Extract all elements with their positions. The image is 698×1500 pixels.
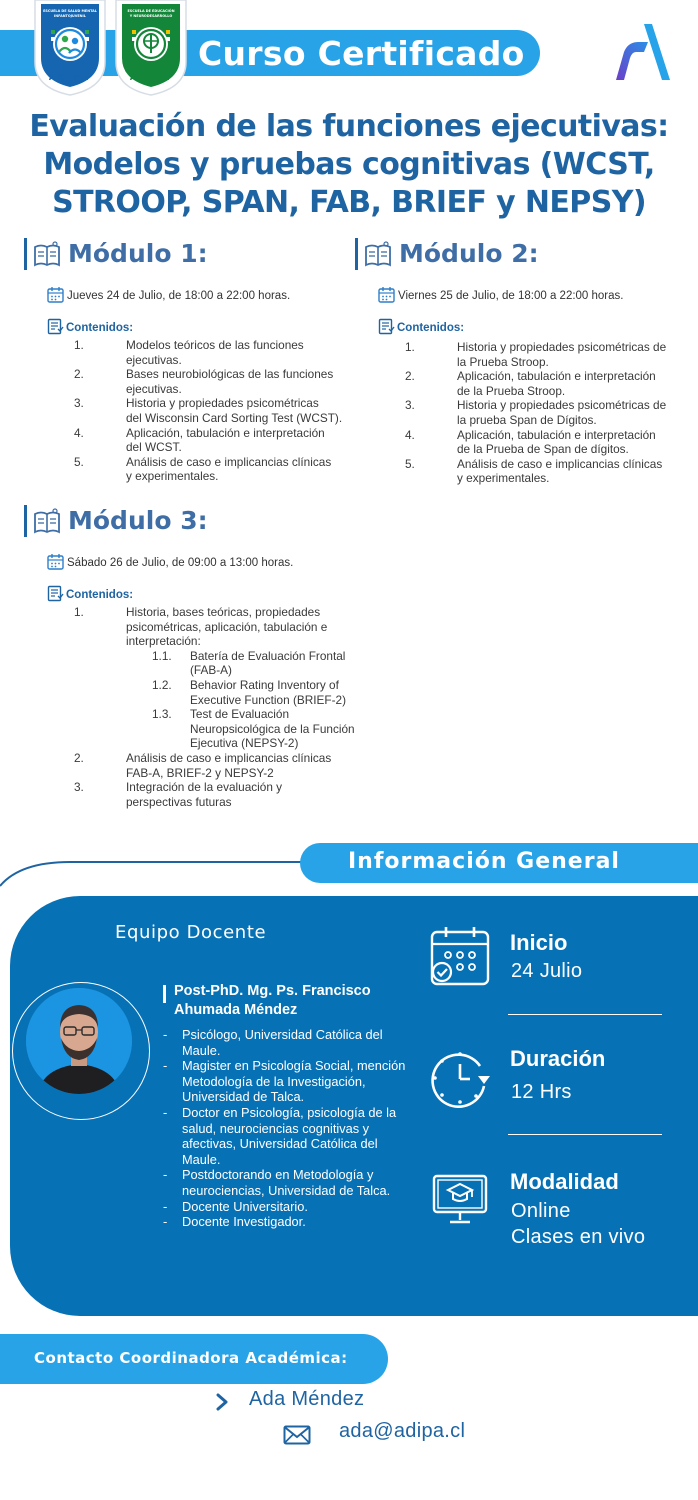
svg-text:ADIPA: ADIPA: [48, 73, 92, 82]
calendar-icon: [428, 924, 492, 988]
professor-accent-bar: [163, 985, 166, 1003]
list-item: [74, 367, 364, 396]
list-item-text: de la Prueba de Span de dígitos.: [457, 442, 629, 457]
calendar-icon: [378, 286, 395, 303]
module-2-date-text: Viernes 25 de Julio, de 18:00 a 22:00 horas.: [398, 290, 624, 302]
module-3-contents-label: Contenidos:: [66, 589, 134, 601]
module-2-content-list: [405, 340, 695, 486]
bio-text: Psicólogo, Universidad Católica del Maule.: [182, 1027, 383, 1058]
general-info-title: Información General: [348, 849, 620, 874]
decorative-curve: [0, 852, 320, 892]
module-1-date-text: Jueves 24 de Julio, de 18:00 a 22:00 horas.: [67, 290, 291, 302]
sub-list-item-number: 1.2.: [152, 677, 172, 692]
document-list-icon: [47, 318, 64, 335]
module-2-contents-label: Contenidos:: [397, 322, 465, 334]
list-item-text: ejecutivas.: [126, 381, 182, 396]
list-item-text: psicométricas, aplicación, tabulación e: [126, 619, 328, 634]
teaching-team-label: Equipo Docente: [115, 922, 267, 943]
calendar-icon: [47, 553, 64, 570]
brand-logo-icon: [614, 22, 670, 82]
divider: [508, 1134, 662, 1135]
duration-title: Duración: [510, 1046, 606, 1071]
start-value: 24 Julio: [511, 960, 583, 982]
list-item: [74, 605, 374, 751]
list-item-text: Aplicación, tabulación e interpretación: [457, 369, 656, 384]
module-2-contents-heading: [378, 318, 464, 335]
sub-list-item: [126, 707, 374, 751]
divider: [508, 1014, 662, 1015]
list-item-text: ejecutivas.: [126, 352, 182, 367]
list-item-text: del WCST.: [126, 440, 182, 455]
list-item-text: y experimentales.: [126, 469, 219, 484]
bio-dash: -: [163, 1214, 168, 1230]
svg-text:Y NEURODESARROLLO: Y NEURODESARROLLO: [129, 14, 173, 18]
module-3: [24, 505, 355, 809]
list-item-text: la prueba Span de Dígitos.: [457, 412, 597, 427]
online-class-icon: [428, 1166, 492, 1230]
bio-item: [163, 1199, 413, 1215]
list-item: [74, 426, 364, 455]
bio-dash: -: [163, 1198, 168, 1214]
course-title-line-3: STROOP, SPAN, FAB, BRIEF y NEPSY): [52, 185, 646, 220]
list-item-number: 5.: [74, 454, 84, 469]
module-2-date: [378, 286, 623, 303]
module-1-contents-heading: [47, 318, 133, 335]
calendar-icon: [47, 286, 64, 303]
svg-text:ESCUELA DE SALUD MENTAL: ESCUELA DE SALUD MENTAL: [43, 9, 97, 13]
contact-email-link[interactable]: ada@adipa.cl: [339, 1420, 466, 1442]
list-item: [405, 340, 695, 369]
bio-text: Postdoctorando en Metodología y neurociencias, Universidad de Talca.: [182, 1167, 391, 1198]
module-1-contents-label: Contenidos:: [66, 322, 134, 334]
chevron-right-icon: [213, 1392, 231, 1412]
list-item-text: Análisis de caso e implicancias clínicas: [126, 454, 332, 469]
list-item-number: 3.: [74, 396, 84, 411]
sub-list-item-text: Behavior Rating Inventory of: [190, 677, 339, 692]
list-item: [405, 398, 695, 427]
list-item-text: perspectivas futuras: [126, 794, 232, 809]
sub-list-item-number: 1.1.: [152, 648, 172, 663]
module-3-date-text: Sábado 26 de Julio, de 09:00 a 13:00 horas.: [67, 557, 294, 569]
bio-item: [163, 1167, 413, 1198]
mode-value-1: Online: [511, 1200, 571, 1222]
list-item-text: Aplicación, tabulación e interpretación: [126, 425, 325, 440]
list-item-number: 5.: [405, 456, 415, 471]
module-3-contents-heading: [47, 585, 133, 602]
list-item: [74, 780, 374, 809]
sub-list-item-text: Neuropsicológica de la Función: [190, 721, 355, 736]
list-item-text: del Wisconsin Card Sorting Test (WCST).: [126, 410, 343, 425]
list-item: [405, 369, 695, 398]
list-item: [74, 455, 364, 484]
course-title-line-2: Modelos y pruebas cognitivas (WCST,: [43, 147, 655, 182]
bio-dash: -: [163, 1058, 168, 1074]
sub-list-item: [126, 678, 374, 707]
list-item: [405, 428, 695, 457]
course-title: [12, 108, 686, 222]
professor-bio-list: [163, 1027, 413, 1230]
bio-item: [163, 1214, 413, 1230]
module-3-accent-bar: [24, 505, 27, 537]
list-item-number: 1.: [74, 605, 84, 619]
list-item-text: Análisis de caso e implicancias clínicas: [457, 456, 663, 471]
list-item: [74, 338, 364, 367]
list-item-number: 1.: [74, 338, 84, 352]
sub-list-item-text: Ejecutiva (NEPSY-2): [190, 736, 299, 751]
school-badge-education: [114, 0, 188, 96]
open-book-icon: [364, 241, 392, 269]
module-3-date: [47, 553, 293, 570]
module-1-header: [24, 238, 344, 272]
list-item-number: 2.: [74, 750, 84, 765]
bio-text: Magister en Psicología Social, mención Metodología de la Investigación, Universidad de Talca.: [182, 1058, 406, 1105]
list-item-text: Integración de la evaluación y: [126, 780, 283, 795]
sub-list-item-text: Executive Function (BRIEF-2): [190, 692, 347, 707]
mode-value-2: Clases en vivo: [511, 1226, 646, 1248]
bio-text: Docente Investigador.: [182, 1214, 306, 1230]
professor-name: Post-PhD. Mg. Ps. Francisco Ahumada Méndez: [174, 983, 371, 1018]
list-item-number: 2.: [74, 367, 84, 382]
list-item-text: FAB-A, BRIEF-2 y NEPSY-2: [126, 765, 274, 780]
list-item-text: Análisis de caso e implicancias clínicas: [126, 750, 332, 765]
list-item: [74, 396, 364, 425]
list-item-number: 4.: [74, 425, 84, 440]
module-2-title: Módulo 2:: [399, 239, 539, 268]
sub-list-item-text: Batería de Evaluación Frontal: [190, 648, 346, 663]
list-item-text: Aplicación, tabulación e interpretación: [457, 427, 656, 442]
list-item-number: 3.: [405, 398, 415, 413]
sub-list-item-number: 1.3.: [152, 707, 172, 722]
module-2-header: [355, 238, 685, 272]
school-badge-mental-health: [33, 0, 107, 96]
list-item-text: y experimentales.: [457, 471, 550, 486]
mode-title: Modalidad: [510, 1169, 619, 1194]
clock-icon: [428, 1046, 492, 1110]
list-item: [405, 457, 695, 486]
bio-item: [163, 1105, 413, 1167]
document-list-icon: [47, 585, 64, 602]
list-item-number: 3.: [74, 780, 84, 795]
list-item-number: 1.: [405, 340, 415, 354]
contact-label: Contacto Coordinadora Académica:: [34, 1349, 348, 1367]
module-3-content-list: [74, 605, 374, 809]
bio-item: [163, 1058, 413, 1105]
professor-avatar: [26, 988, 132, 1094]
sub-list-item-text: Test de Evaluación: [190, 707, 290, 722]
module-3-header: [24, 505, 354, 539]
svg-text:ESCUELA DE EDUCACIÓN: ESCUELA DE EDUCACIÓN: [127, 9, 175, 13]
mail-icon: [283, 1425, 311, 1445]
list-item-number: 4.: [405, 427, 415, 442]
bio-item: [163, 1027, 413, 1058]
contact-banner: [0, 1334, 388, 1384]
bio-text: Docente Universitario.: [182, 1198, 308, 1214]
start-title: Inicio: [510, 930, 568, 955]
svg-text:ADIPA: ADIPA: [129, 73, 173, 82]
list-item-text: Historia y propiedades psicométricas de: [457, 398, 667, 413]
general-info-banner: [300, 843, 698, 883]
list-item-text: Bases neurobiológicas de las funciones: [126, 367, 334, 382]
module-2-accent-bar: [355, 238, 358, 270]
svg-text:INFANTOJUVENIL: INFANTOJUVENIL: [54, 14, 86, 18]
duration-value: 12 Hrs: [511, 1081, 572, 1103]
list-item-text: Historia, bases teóricas, propiedades: [126, 605, 321, 619]
sub-list-item: [126, 649, 374, 678]
contact-name: Ada Méndez: [249, 1388, 365, 1410]
list-item-text: la Prueba Stroop.: [457, 354, 549, 369]
list-item-text: interpretación:: [126, 634, 201, 649]
module-1-content-list: [74, 338, 364, 484]
module-1-date: [47, 286, 290, 303]
list-item: [74, 751, 374, 780]
open-book-icon: [33, 508, 61, 536]
bio-dash: -: [163, 1104, 168, 1120]
list-item-text: Modelos teóricos de las funciones: [126, 338, 304, 352]
bio-dash: -: [163, 1167, 168, 1183]
document-list-icon: [378, 318, 395, 335]
open-book-icon: [33, 241, 61, 269]
module-1-accent-bar: [24, 238, 27, 270]
course-title-line-1: Evaluación de las funciones ejecutivas:: [29, 109, 669, 144]
bio-dash: -: [163, 1027, 168, 1042]
list-item-text: de la Prueba Stroop.: [457, 383, 566, 398]
list-item-text: Historia y propiedades psicométricas de: [457, 340, 667, 354]
module-3-title: Módulo 3:: [68, 506, 208, 535]
list-item-number: 2.: [405, 369, 415, 384]
module-1-title: Módulo 1:: [68, 239, 208, 268]
module-2: [355, 238, 685, 486]
sub-list-item-text: (FAB-A): [190, 663, 232, 678]
header-title: Curso Certificado: [198, 34, 525, 73]
bio-text: Doctor en Psicología, psicología de la salud, neurociencias cognitivas y afectivas, Universidad Católica del Maule.: [182, 1104, 397, 1167]
list-item-text: Historia y propiedades psicométricas: [126, 396, 319, 411]
module-1: [24, 238, 344, 484]
